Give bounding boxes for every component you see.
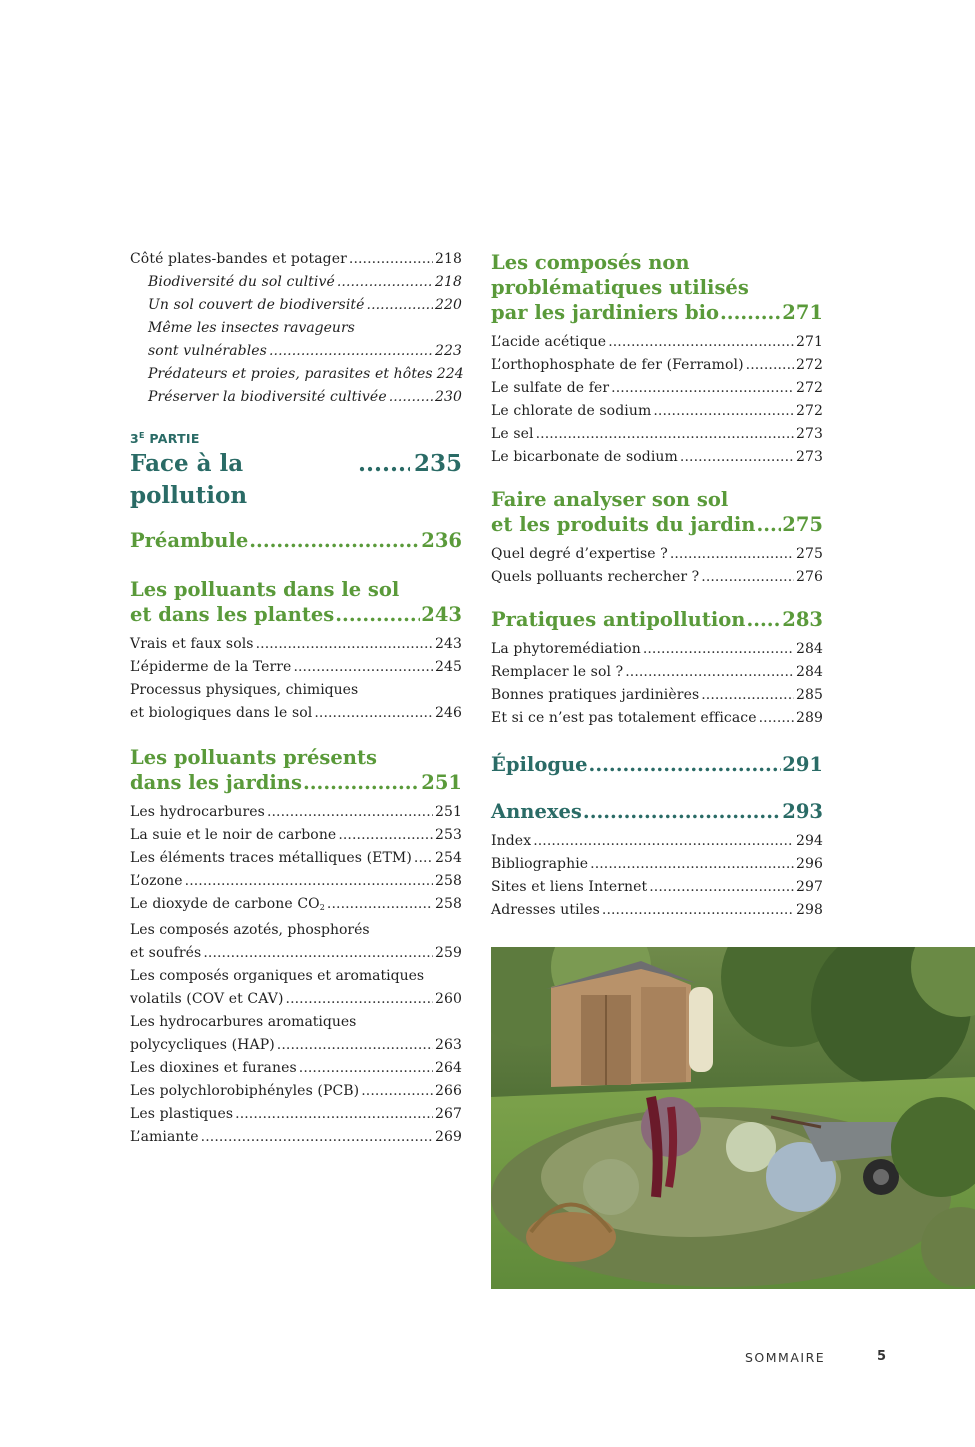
toc-entry[interactable]: L’amiante ..... 269 [130,1126,462,1149]
toc-subentry[interactable] [130,271,462,294]
toc-right-column [491,250,823,922]
chapter-heading-epilogue[interactable]: Épilogue ..... 291 [491,752,823,777]
chapter-heading-preambule[interactable]: Préambule ..... 236 [130,528,462,553]
chapter-heading-bio[interactable]: Les composés non problématiques utilisés par les jardiniers bio ..... 271 [491,250,823,325]
toc-entry[interactable]: Sites et liens Internet ..... 297 [491,876,823,899]
toc-entry[interactable]: L’épiderme de la Terre ..... 245 [130,656,462,679]
toc-subentry-line[interactable]: Même les insectes ravageurs [148,320,355,336]
garden-photo [491,947,975,1289]
toc-entry[interactable]: Bibliographie ..... 296 [491,853,823,876]
toc-entry-line[interactable]: Processus physiques, chimiques [130,682,359,699]
entry-title: Prédateurs et proies, parasites et hôtes [148,366,433,382]
toc-entry[interactable]: Index ..... 294 [491,830,823,853]
toc-entry[interactable]: Vrais et faux sols ..... 243 [130,633,462,656]
entry-title: Côté plates-bandes et potager [130,251,347,267]
toc-entry[interactable]: et soufrés ..... 259 [130,942,462,965]
toc-subentry[interactable] [130,294,462,317]
toc-entry[interactable]: Les polychlorobiphényles (PCB) ..... 266 [130,1080,462,1103]
entry-page: 218 [434,251,462,267]
chapter-heading-analyse[interactable]: Faire analyser son sol et les produits du jardin ..... 275 [491,487,823,537]
footer-section-label: SOMMAIRE [745,1350,826,1365]
chapter-heading-jardins[interactable]: Les polluants présents dans les jardins ..... 251 [130,745,462,795]
part-label: $3^E$ PARTIE [130,431,200,447]
toc-entry[interactable] [130,248,462,271]
toc-entry[interactable]: Le sulfate de fer ..... 272 [491,377,823,400]
toc-entry[interactable]: Les dioxines et furanes ..... 264 [130,1057,462,1080]
entry-page: 223 [434,343,462,359]
toc-entry[interactable]: Remplacer le sol ? ..... 284 [491,661,823,684]
toc-entry[interactable]: Les plastiques ..... 267 [130,1103,462,1126]
entry-page: 220 [434,297,462,313]
toc-entry-line[interactable]: Les composés organiques et aromatiques [130,968,425,985]
toc-subentry[interactable] [130,363,462,386]
chapter-heading-annexes[interactable]: Annexes ..... 293 [491,799,823,824]
chapter-heading-pratiques[interactable]: Pratiques antipollution ..... 283 [491,607,823,632]
toc-entry[interactable]: Le sel ..... 273 [491,423,823,446]
toc-entry[interactable]: Le chlorate de sodium ..... 272 [491,400,823,423]
toc-subentry[interactable] [130,386,462,409]
toc-entry[interactable]: Et si ce n’est pas totalement efficace ..... 289 [491,707,823,730]
entry-title: Biodiversité du sol cultivé [148,274,335,290]
toc-entry[interactable]: Le dioxyde de carbone $CO_2$ ..... 258 [130,893,462,919]
part-title[interactable] [130,448,462,512]
toc-entry[interactable]: Le bicarbonate de sodium ..... 273 [491,446,823,469]
toc-entry[interactable]: Quel degré d’expertise ? ..... 275 [491,543,823,566]
toc-entry[interactable]: Les hydrocarbures ..... 251 [130,801,462,824]
toc-entry[interactable]: et biologiques dans le sol ..... 246 [130,702,462,725]
part-page: 235 [413,450,462,478]
toc-entry[interactable]: L’acide acétique ..... 271 [491,331,823,354]
toc-entry[interactable]: polycycliques (HAP) ..... 263 [130,1034,462,1057]
toc-left-column [130,248,462,1149]
entry-title: Un sol couvert de biodiversité [148,297,365,313]
entry-page: 218 [434,274,462,290]
toc-entry[interactable]: La suie et le noir de carbone ..... 253 [130,824,462,847]
toc-entry[interactable]: Adresses utiles ..... 298 [491,899,823,922]
toc-entry[interactable]: L’orthophosphate de fer (Ferramol) ..... 272 [491,354,823,377]
entry-title: sont vulnérables [148,343,267,359]
toc-entry[interactable]: Bonnes pratiques jardinières ..... 285 [491,684,823,707]
entry-page: 230 [434,389,462,405]
toc-entry-line[interactable]: Les hydrocarbures aromatiques [130,1014,357,1031]
toc-entry[interactable]: Quels polluants rechercher ? ..... 276 [491,566,823,589]
entry-title: Préserver la biodiversité cultivée [148,389,387,405]
page-number: 5 [877,1349,887,1364]
part-title-text: Face à la pollution [130,450,248,510]
chapter-heading-sol[interactable]: Les polluants dans le sol et dans les plantes ..... 243 [130,577,462,627]
toc-subentry[interactable] [130,340,462,363]
toc-entry-line[interactable]: Les composés azotés, phosphorés [130,922,370,939]
toc-entry[interactable]: volatils (COV et CAV) ..... 260 [130,988,462,1011]
toc-entry[interactable]: L’ozone ..... 258 [130,870,462,893]
toc-entry[interactable]: La phytoremédiation ..... 284 [491,638,823,661]
entry-page: 224 [436,366,464,382]
toc-entry[interactable]: Les éléments traces métalliques (ETM) ..... 254 [130,847,462,870]
